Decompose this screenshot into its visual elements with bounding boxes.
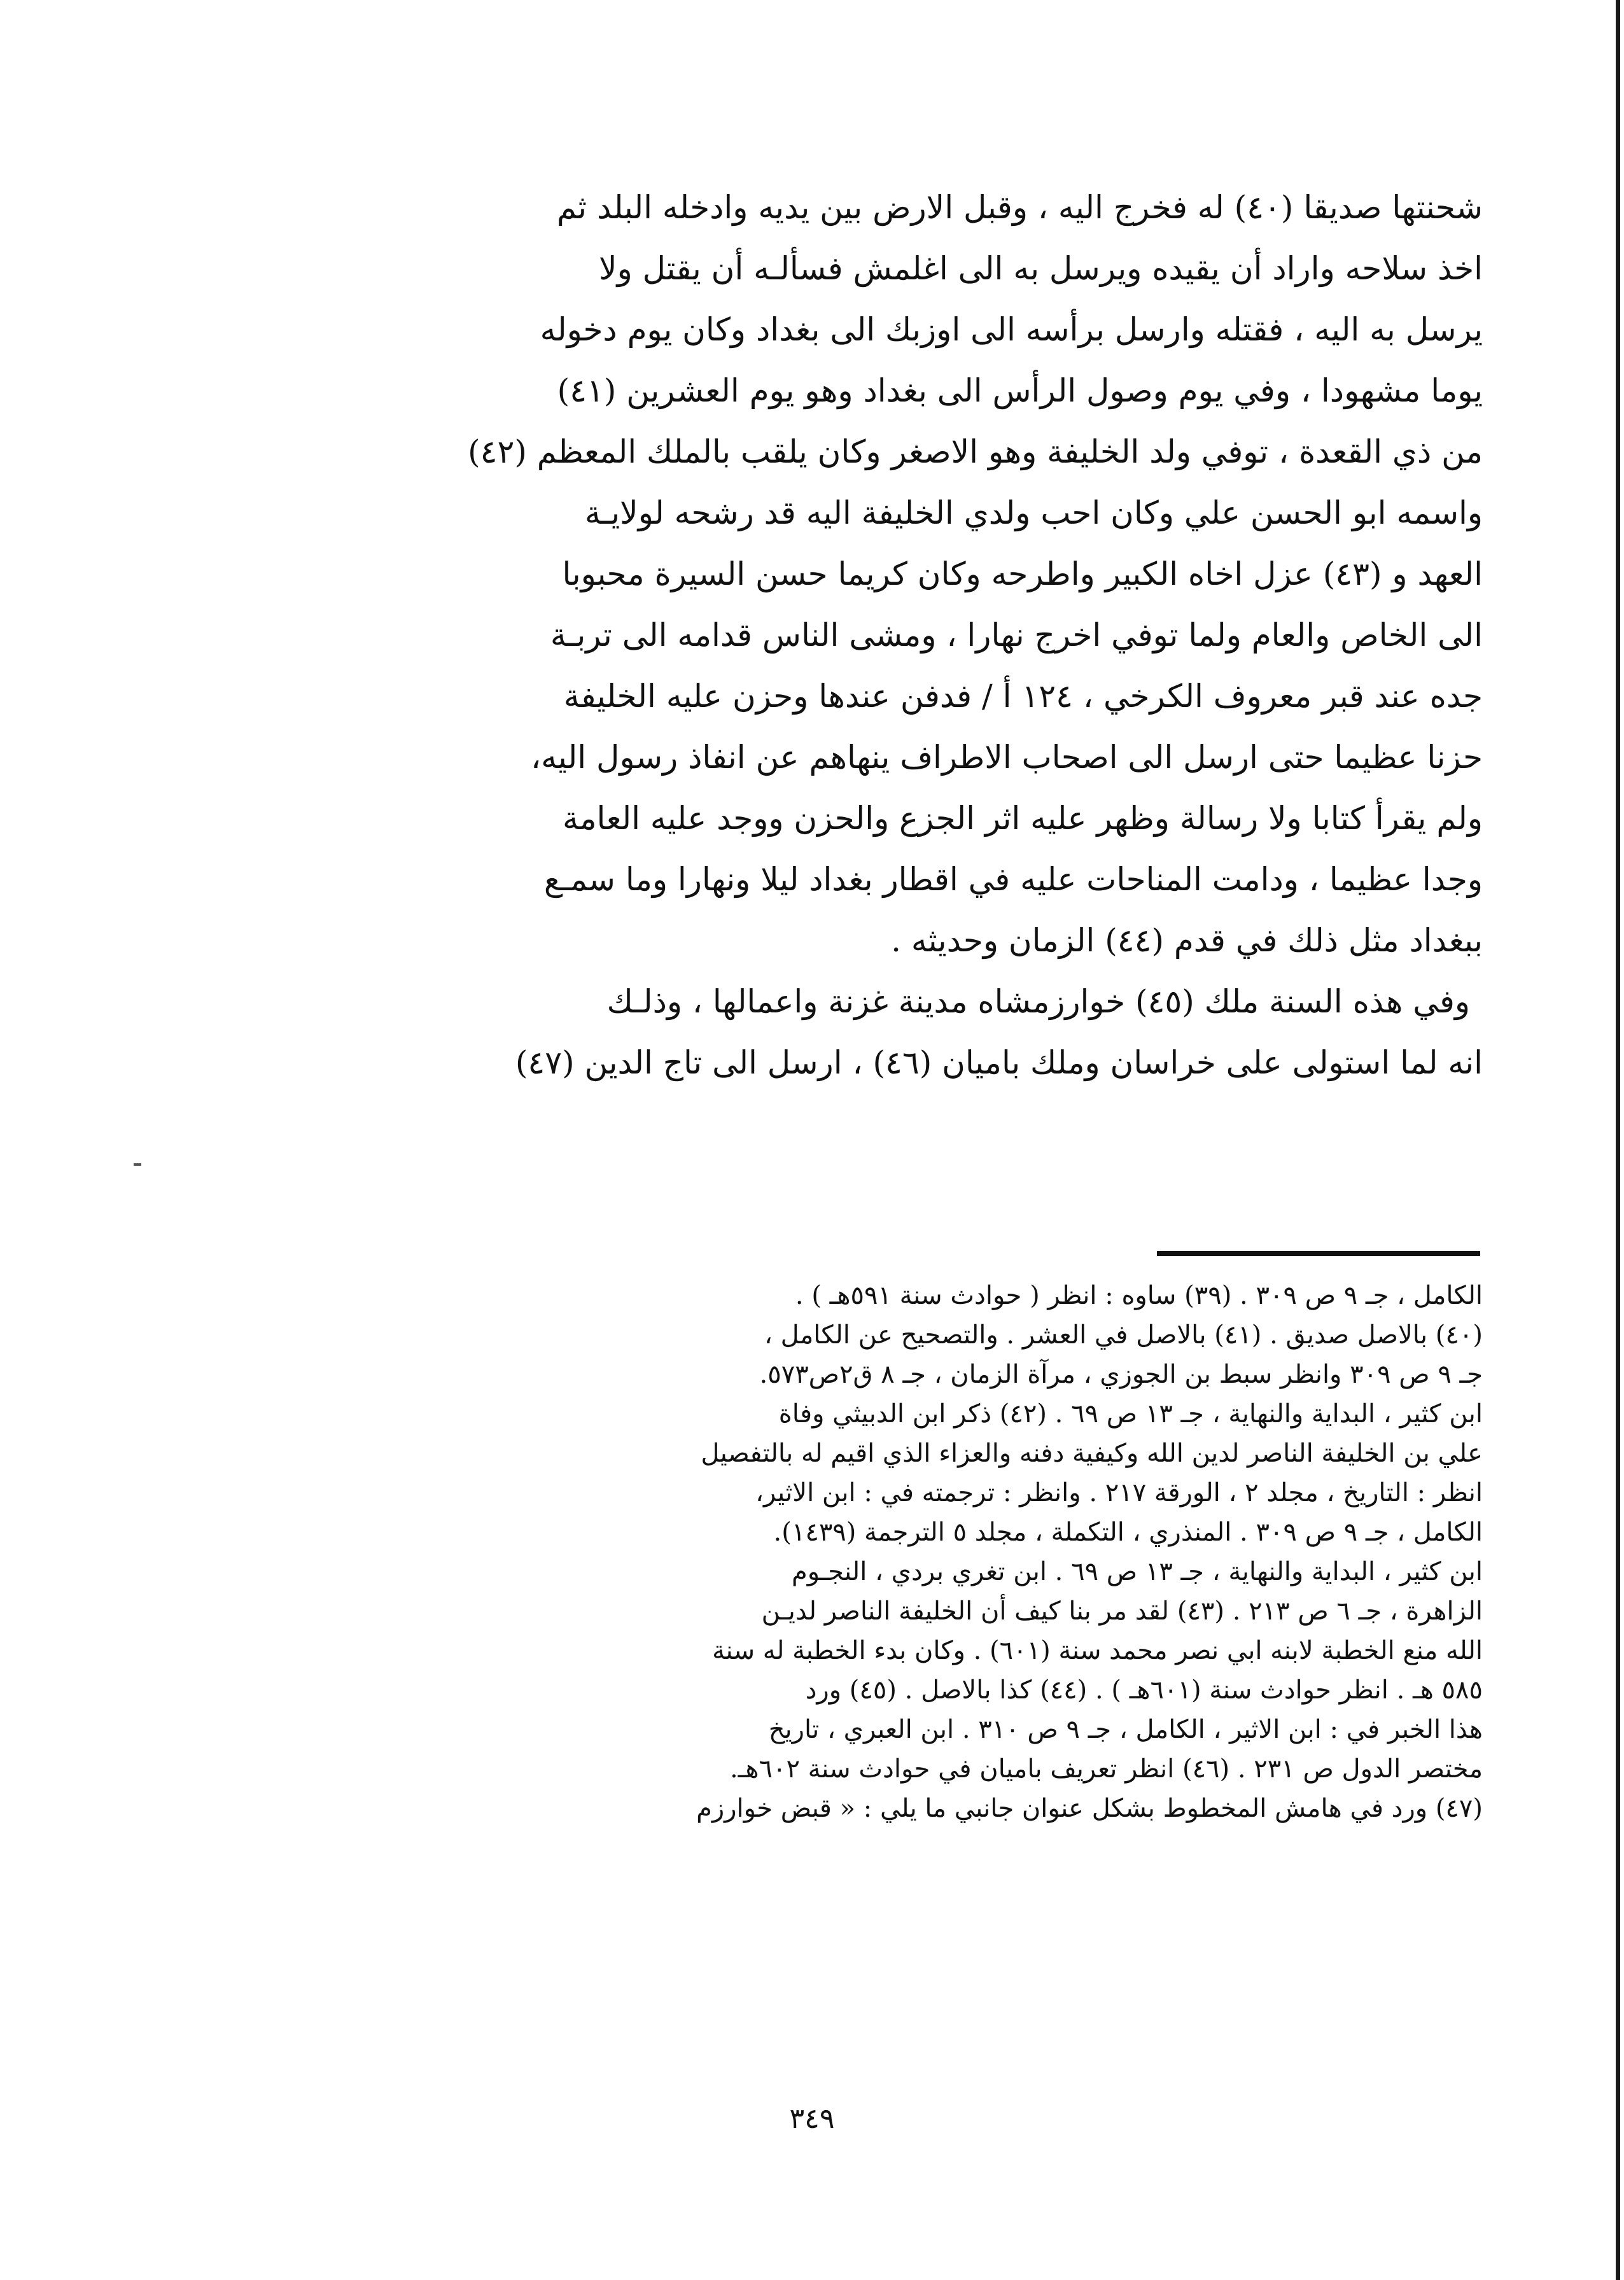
body-line: من ذي القعدة ، توفي ولد الخليفة وهو الاصغر وكان يلقب بالملك المعظم (٤٢) — [468, 433, 1483, 470]
body-line: واسمه ابو الحسن علي وكان احب ولدي الخليفة اليه قد رشحه لولايـة — [584, 494, 1483, 531]
body-line: يرسل به اليه ، فقتله وارسل برأسه الى اوزبك الى بغداد وكان يوم دخوله — [540, 311, 1483, 348]
footnote-line: ابن كثير ، البداية والنهاية ، جـ ١٣ ص ٦٩ . ابن تغري بردي ، النجـوم — [792, 1557, 1483, 1586]
scan-speck — [134, 1163, 141, 1166]
body-line: وجدا عظيما ، ودامت المناحات عليه في اقطار بغداد ليلا ونهارا وما سمـع — [543, 861, 1483, 898]
footnote-line: (٤٠) بالاصل صديق . (٤١) بالاصل في العشر . والتصحيح عن الكامل ، — [764, 1320, 1483, 1350]
footnote-line: ٥٨٥ هـ . انظر حوادث سنة (٦٠١هـ ) . (٤٤) كذا بالاصل . (٤٥) ورد — [805, 1675, 1483, 1705]
body-line: حزنا عظيما حتى ارسل الى اصحاب الاطراف ينهاهم عن انفاذ رسول اليه، — [530, 739, 1483, 776]
body-line: العهد و (٤٣) عزل اخاه الكبير واطرحه وكان كريما حسن السيرة محبوبا — [562, 556, 1483, 592]
footnote-line: الزاهرة ، جـ ٦ ص ٢١٣ . (٤٣) لقد مر بنا كيف أن الخليفة الناصر لديـن — [761, 1597, 1483, 1626]
footnote-line: علي بن الخليفة الناصر لدين الله وكيفية دفنه والعزاء الذي اقيم له بالتفصيل — [701, 1439, 1483, 1468]
body-line: شحنتها صديقا (٤٠) له فخرج اليه ، وقبل الارض بين يديه وادخله البلد ثم — [556, 189, 1483, 226]
footnote-line: هذا الخبر في : ابن الاثير ، الكامل ، جـ ٩ ص ٣١٠ . ابن العبري ، تاريخ — [768, 1715, 1483, 1744]
footnote-line: الكامل ، جـ ٩ ص ٣٠٩ . المنذري ، التكملة ، مجلد ٥ الترجمة (١٤٣٩). — [773, 1518, 1483, 1547]
body-line: اخذ سلاحه واراد أن يقيده ويرسل به الى اغلمش فسألـه أن يقتل ولا — [599, 250, 1483, 287]
body-line: ولم يقرأ كتابا ولا رسالة وظهر عليه اثر الجزع والحزن ووجد عليه العامة — [562, 800, 1483, 837]
page-number: ٣٤٩ — [789, 2102, 835, 2135]
body-line: يوما مشهودا ، وفي يوم وصول الرأس الى بغداد وهو يوم العشرين (٤١) — [557, 372, 1483, 409]
page-edge-border — [1616, 0, 1620, 2280]
footnote-line: مختصر الدول ص ٢٣١ . (٤٦) انظر تعريف باميان في حوادث سنة ٦٠٢هـ. — [729, 1754, 1483, 1784]
footnote-line: ابن كثير ، البداية والنهاية ، جـ ١٣ ص ٦٩ . (٤٢) ذكر ابن الدبيثي وفاة — [778, 1399, 1483, 1429]
footnote-line: انظر : التاريخ ، مجلد ٢ ، الورقة ٢١٧ . وانظر : ترجمته في : ابن الاثير، — [755, 1478, 1483, 1507]
footnotes-block — [318, 1276, 1483, 1828]
main-body-text — [318, 177, 1483, 1093]
footnote-line: الكامل ، جـ ٩ ص ٣٠٩ . (٣٩) ساوه : انظر ( حوادث سنة ٥٩١هـ ) . — [795, 1281, 1483, 1310]
body-line: جده عند قبر معروف الكرخي ، ١٢٤ أ / فدفن عندها وحزن عليه الخليفة — [563, 678, 1483, 715]
body-line: انه لما استولى على خراسان وملك باميان (٤٦) ، ارسل الى تاج الدين (٤٧) — [515, 1044, 1483, 1081]
footnote-separator-rule — [1157, 1251, 1480, 1256]
body-line: الى الخاص والعام ولما توفي اخرج نهارا ، ومشى الناس قدامه الى تربـة — [550, 617, 1483, 654]
footnote-line: الله منع الخطبة لابنه ابي نصر محمد سنة (٦٠١) . وكان بدء الخطبة له سنة — [712, 1636, 1483, 1665]
body-line: وفي هذه السنة ملك (٤٥) خوارزمشاه مدينة غزنة واعمالها ، وذلـك — [606, 983, 1470, 1020]
body-line: ببغداد مثل ذلك في قدم (٤٤) الزمان وحديثه . — [891, 922, 1483, 959]
footnote-line: جـ ٩ ص ٣٠٩ وانظر سبط بن الجوزي ، مرآة الزمان ، جـ ٨ ق٢ص٥٧٣. — [759, 1360, 1483, 1389]
footnote-line: (٤٧) ورد في هامش المخطوط بشكل عنوان جانبي ما يلي : « قبض خوارزم — [696, 1794, 1483, 1823]
